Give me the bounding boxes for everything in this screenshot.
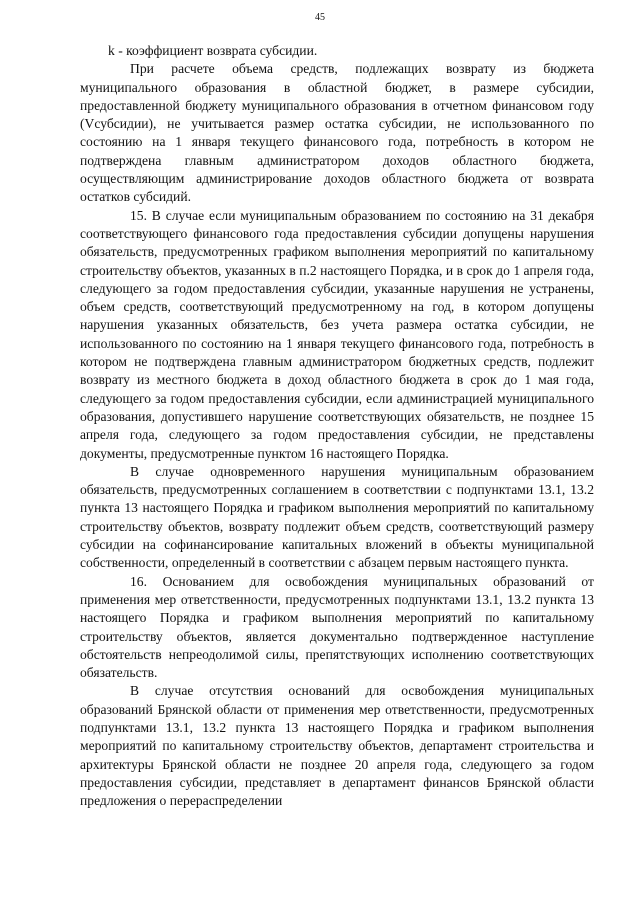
paragraph-simultaneous-violation: В случае одновременного нарушения муниципальным образованием обязательств, предусмотренных соглашением в соответствии с подпунктами 13.1, 13.2 пункта 13 настоящего Порядка и графиком выполнения мероприятий по капитальному строительству объектов, возврату подлежит объем средств, соответствующий размеру субсидии на софинансирование капитальных вложений в объекты муниципальной собственности, определенный в соответствии с абзацем первым настоящего пункта. — [80, 463, 594, 571]
document-body — [80, 42, 594, 810]
paragraph-clause-15: 15. В случае если муниципальным образованием по состоянию на 31 декабря соответствующего финансового года предоставления субсидии допущены нарушения обязательств, предусмотренных графиком выполнения мероприятий по капитальному строительству объектов, указанных в п.2 настоящего Порядка, и в срок до 1 апреля года, следующего за годом предоставления субсидии, указанные нарушения не устранены, объем средств, соответствующий предусмотренному на год, в котором допущены нарушения указанных обязательств, без учета размера остатка субсидии, не использованного по состоянию на 1 января текущего финансового года, потребность в котором не подтверждена главным администратором бюджетных средств, подлежит возврату из местного бюджета в доход областного бюджета в срок до 1 мая года, следующего за годом предоставления субсидии, если администрацией муниципального образования, допустившего нарушение соответствующих обязательств, не позднее 15 апреля года, следующего за годом предоставления субсидии, не представлены документы, предусмотренные пунктом 16 настоящего Порядка. — [80, 207, 594, 461]
paragraph-clause-16: 16. Основанием для освобождения муниципальных образований от применения мер ответственности, предусмотренных подпунктами 13.1, 13.2 пункта 13 настоящего Порядка и графиком выполнения мероприятий по капитальному строительству объектов, является документально подтвержденное наступление обстоятельств непреодолимой силы, препятствующих исполнению соответствующих обязательств. — [80, 573, 594, 681]
paragraph-no-grounds: В случае отсутствия оснований для освобождения муниципальных образований Брянской области от применения мер ответственности, предусмотренных подпунктами 13.1, 13.2 пункта 13 настоящего Порядка и графиком выполнения мероприятий по капитальному строительству объектов, департамент строительства и архитектуры Брянской области не позднее 20 апреля года, следующего за годом предоставления субсидии, представляет в департамент финансов Брянской области предложения о перераспределении — [80, 683, 594, 809]
paragraph-subsidy-calculation: При расчете объема средств, подлежащих возврату из бюджета муниципального образования в областной бюджет, в размере субсидии, предоставленной бюджету муниципального образования в отчетном финансовом году (Vсубсидии), не учитывается размер остатка субсидии, не использованного по состоянию на 1 января текущего финансового года, потребность в котором не подтверждена главным администратором доходов областного бюджета, осуществляющим администрирование доходов областного бюджета от возврата остатков субсидий. — [80, 61, 594, 205]
paragraph-coefficient-k: k - коэффициент возврата субсидии. — [108, 43, 318, 58]
page-number: 45 — [315, 12, 325, 23]
